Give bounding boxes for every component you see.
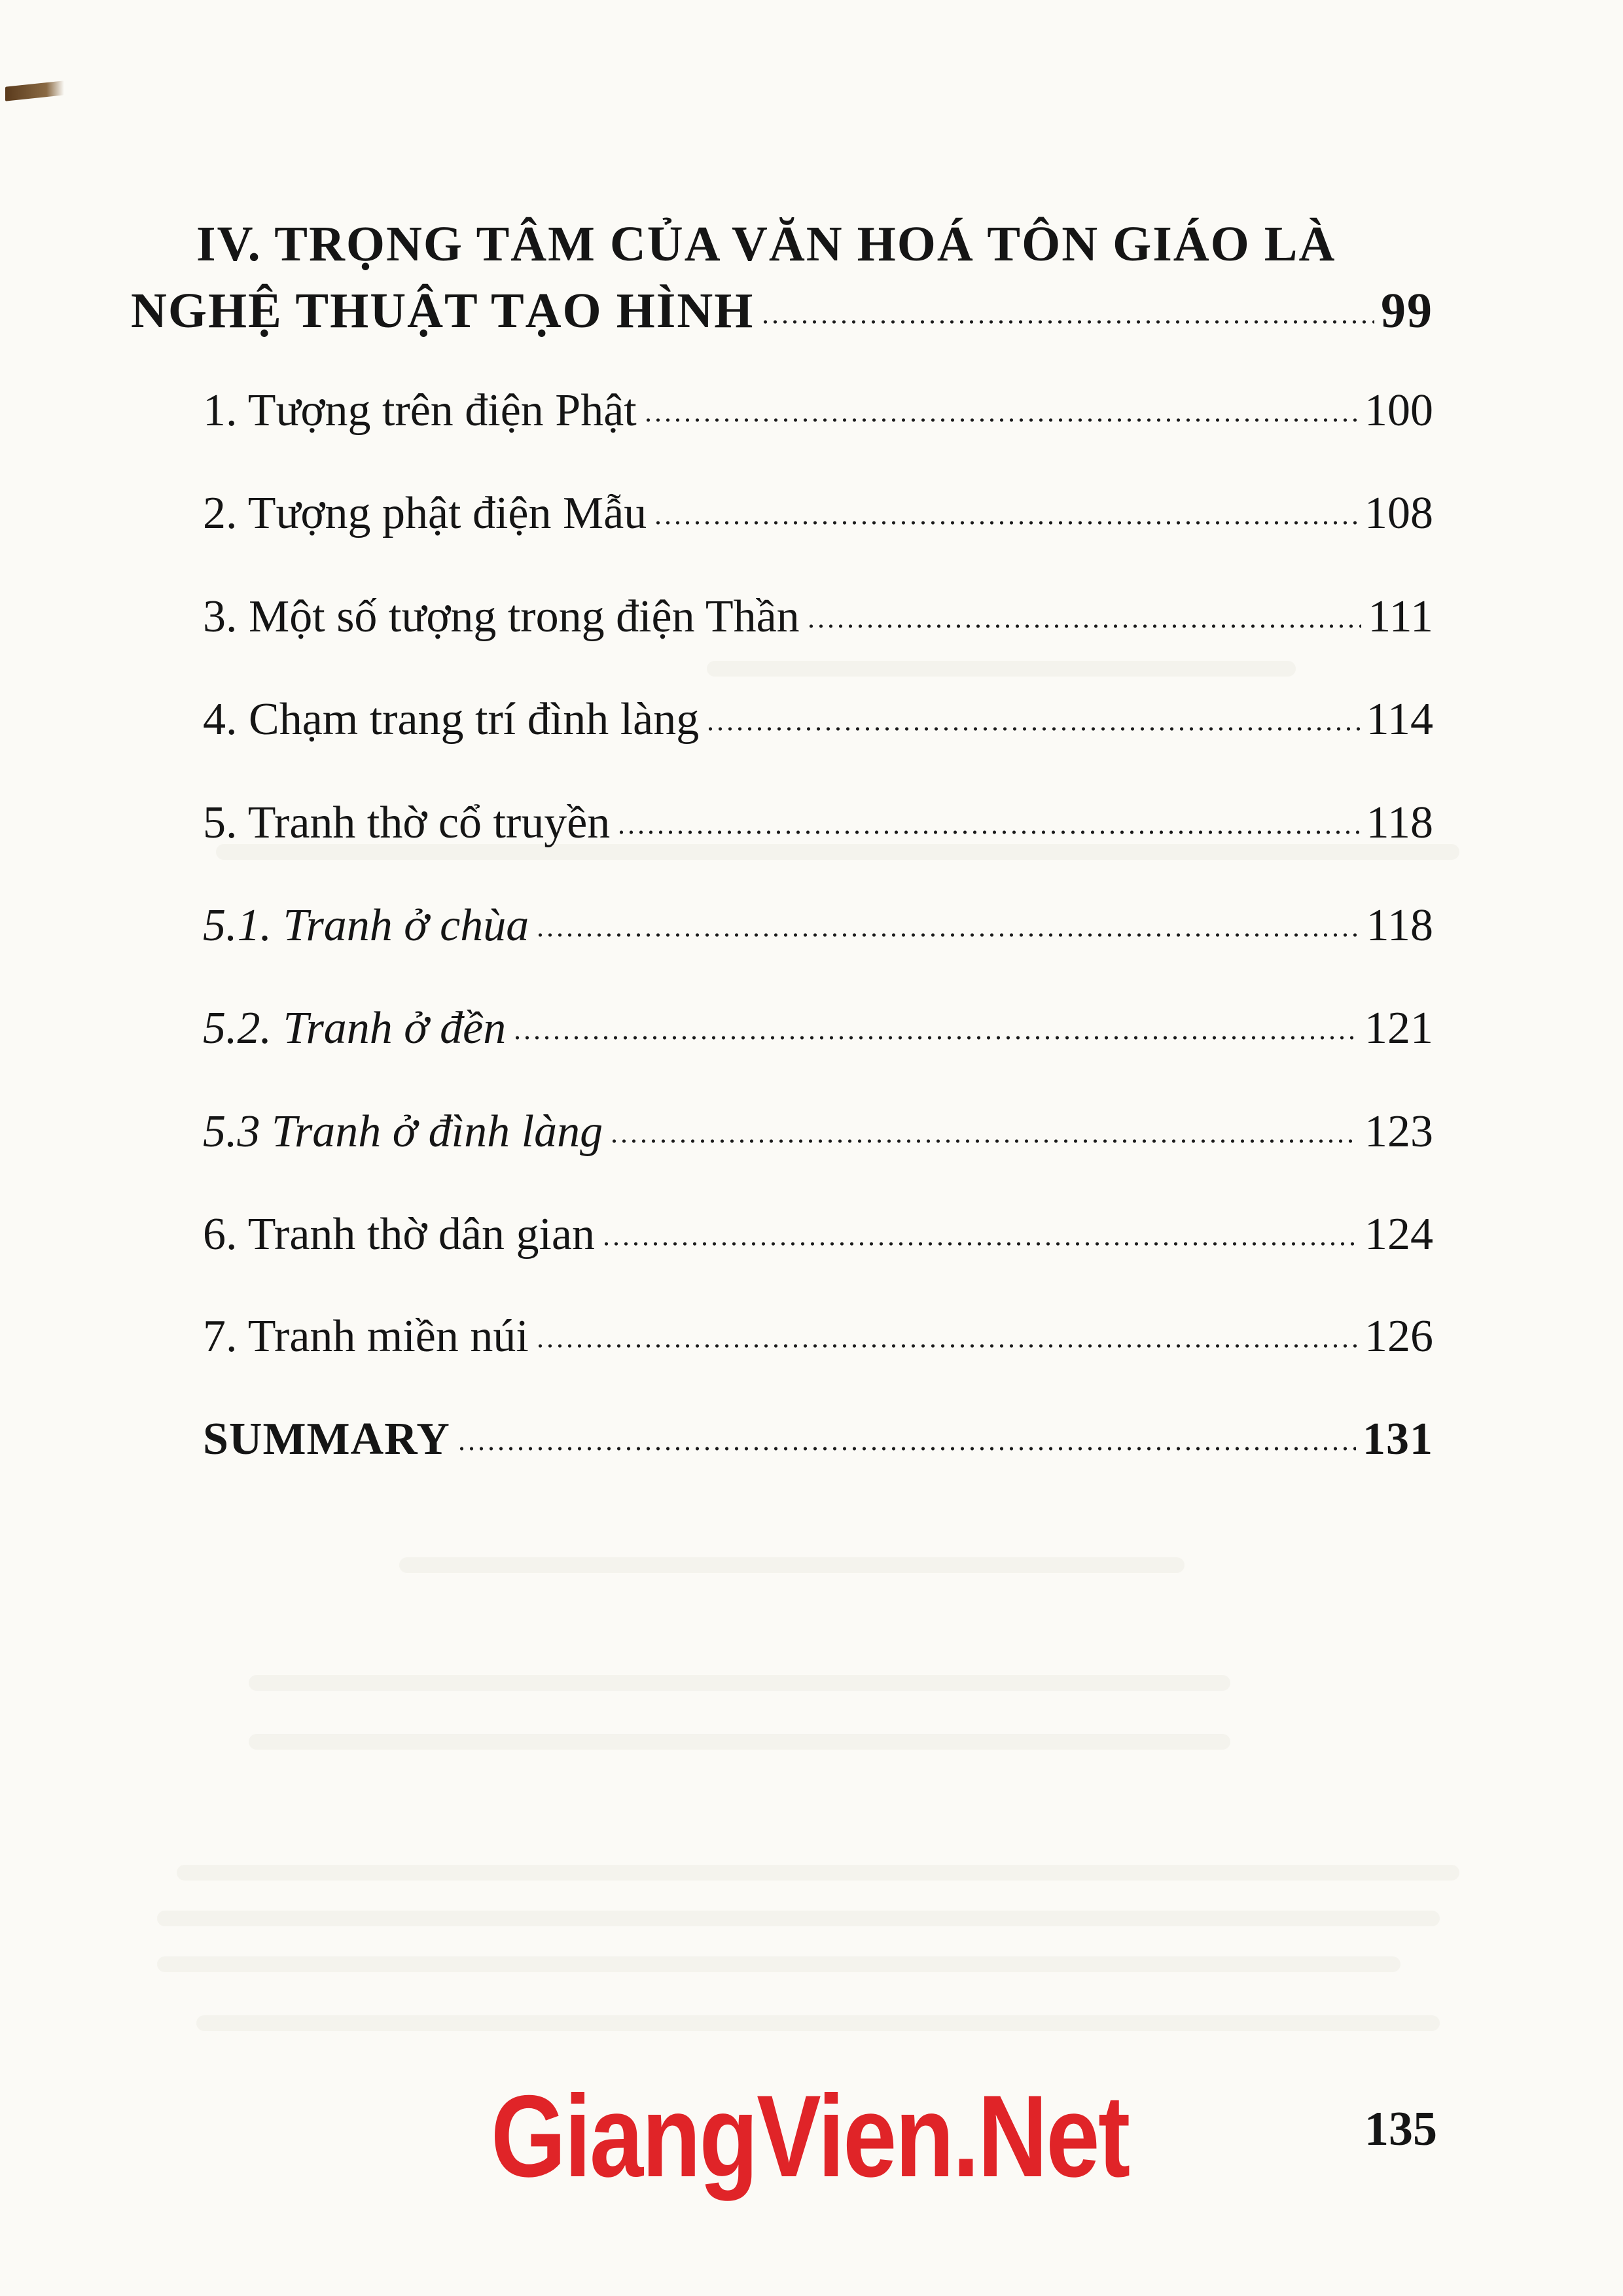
bleed-through-line <box>249 1734 1230 1750</box>
toc-entry-page: 118 <box>1366 798 1433 848</box>
dot-leader <box>643 417 1358 423</box>
toc-entry-page: 100 <box>1364 385 1433 436</box>
dot-leader <box>705 726 1359 732</box>
toc-entry <box>203 797 1433 849</box>
toc-entry <box>203 694 1433 746</box>
page-number: 135 <box>1364 2102 1437 2156</box>
toc-entry-label: 2. Tượng phật điện Mẫu <box>203 488 647 539</box>
bleed-through-line <box>249 1675 1230 1691</box>
section-heading-line2 <box>131 283 1433 340</box>
toc-entry-page: 111 <box>1368 592 1433 642</box>
dot-leader <box>601 1241 1358 1246</box>
watermark: GiangVien.Net <box>491 2071 1129 2201</box>
toc-entry-page: 121 <box>1364 1003 1433 1053</box>
toc-entry <box>203 487 1433 540</box>
dot-leader <box>535 1343 1358 1349</box>
toc-entry <box>203 1311 1433 1363</box>
toc-entry-page: 118 <box>1366 900 1433 951</box>
dot-leader <box>616 830 1359 835</box>
dot-leader <box>535 932 1359 938</box>
toc-entry-label: 5.2. Tranh ở đền <box>203 1003 507 1053</box>
toc-entry-label: 6. Tranh thờ dân gian <box>203 1209 595 1260</box>
dot-leader <box>609 1139 1358 1144</box>
dot-leader <box>457 1446 1356 1451</box>
bleed-through-line <box>177 1865 1459 1881</box>
toc-entry <box>203 900 1433 952</box>
toc-entry <box>203 1209 1433 1261</box>
toc-entry-label: 5.1. Tranh ở chùa <box>203 900 529 951</box>
dot-leader <box>653 520 1358 525</box>
toc-entry-page: 131 <box>1363 1414 1433 1464</box>
toc-entry <box>203 1002 1433 1055</box>
toc-entry <box>203 1106 1433 1158</box>
toc-entry-page: 114 <box>1366 694 1433 745</box>
toc-entry <box>203 591 1433 643</box>
toc-entry-label: 5.3 Tranh ở đình làng <box>203 1106 603 1157</box>
bleed-through-line <box>399 1557 1185 1573</box>
bleed-through-line <box>196 2015 1440 2031</box>
toc-entry-page: 123 <box>1364 1106 1433 1157</box>
toc-entry-label: 7. Tranh miền núi <box>203 1311 529 1362</box>
page-edge-mark <box>5 80 64 101</box>
toc-entry-label: 4. Chạm trang trí đình làng <box>203 694 700 745</box>
dot-leader <box>760 319 1374 325</box>
bleed-through-line <box>157 1956 1400 1972</box>
toc-entry-page: 124 <box>1364 1209 1433 1260</box>
bleed-through-line <box>707 661 1296 677</box>
toc-entry-label: 1. Tượng trên điện Phật <box>203 385 637 436</box>
section-heading-line1: IV. TRỌNG TÂM CỦA VĂN HOÁ TÔN GIÁO LÀ <box>196 217 1336 272</box>
toc-entry-label: 5. Tranh thờ cổ truyền <box>203 798 611 848</box>
section-heading-label: NGHỆ THUẬT TẠO HÌNH <box>131 283 755 338</box>
toc-entry <box>203 385 1433 437</box>
dot-leader <box>512 1035 1358 1040</box>
toc-entry-label: SUMMARY <box>203 1414 450 1464</box>
toc-entry-page: 108 <box>1364 488 1433 539</box>
toc-entry-page: 126 <box>1364 1311 1433 1362</box>
bleed-through-line <box>157 1911 1440 1926</box>
section-heading-page: 99 <box>1381 283 1433 338</box>
toc-entry-label: 3. Một số tượng trong điện Thần <box>203 592 800 642</box>
dot-leader <box>806 624 1362 629</box>
toc-entry-summary <box>203 1413 1433 1466</box>
